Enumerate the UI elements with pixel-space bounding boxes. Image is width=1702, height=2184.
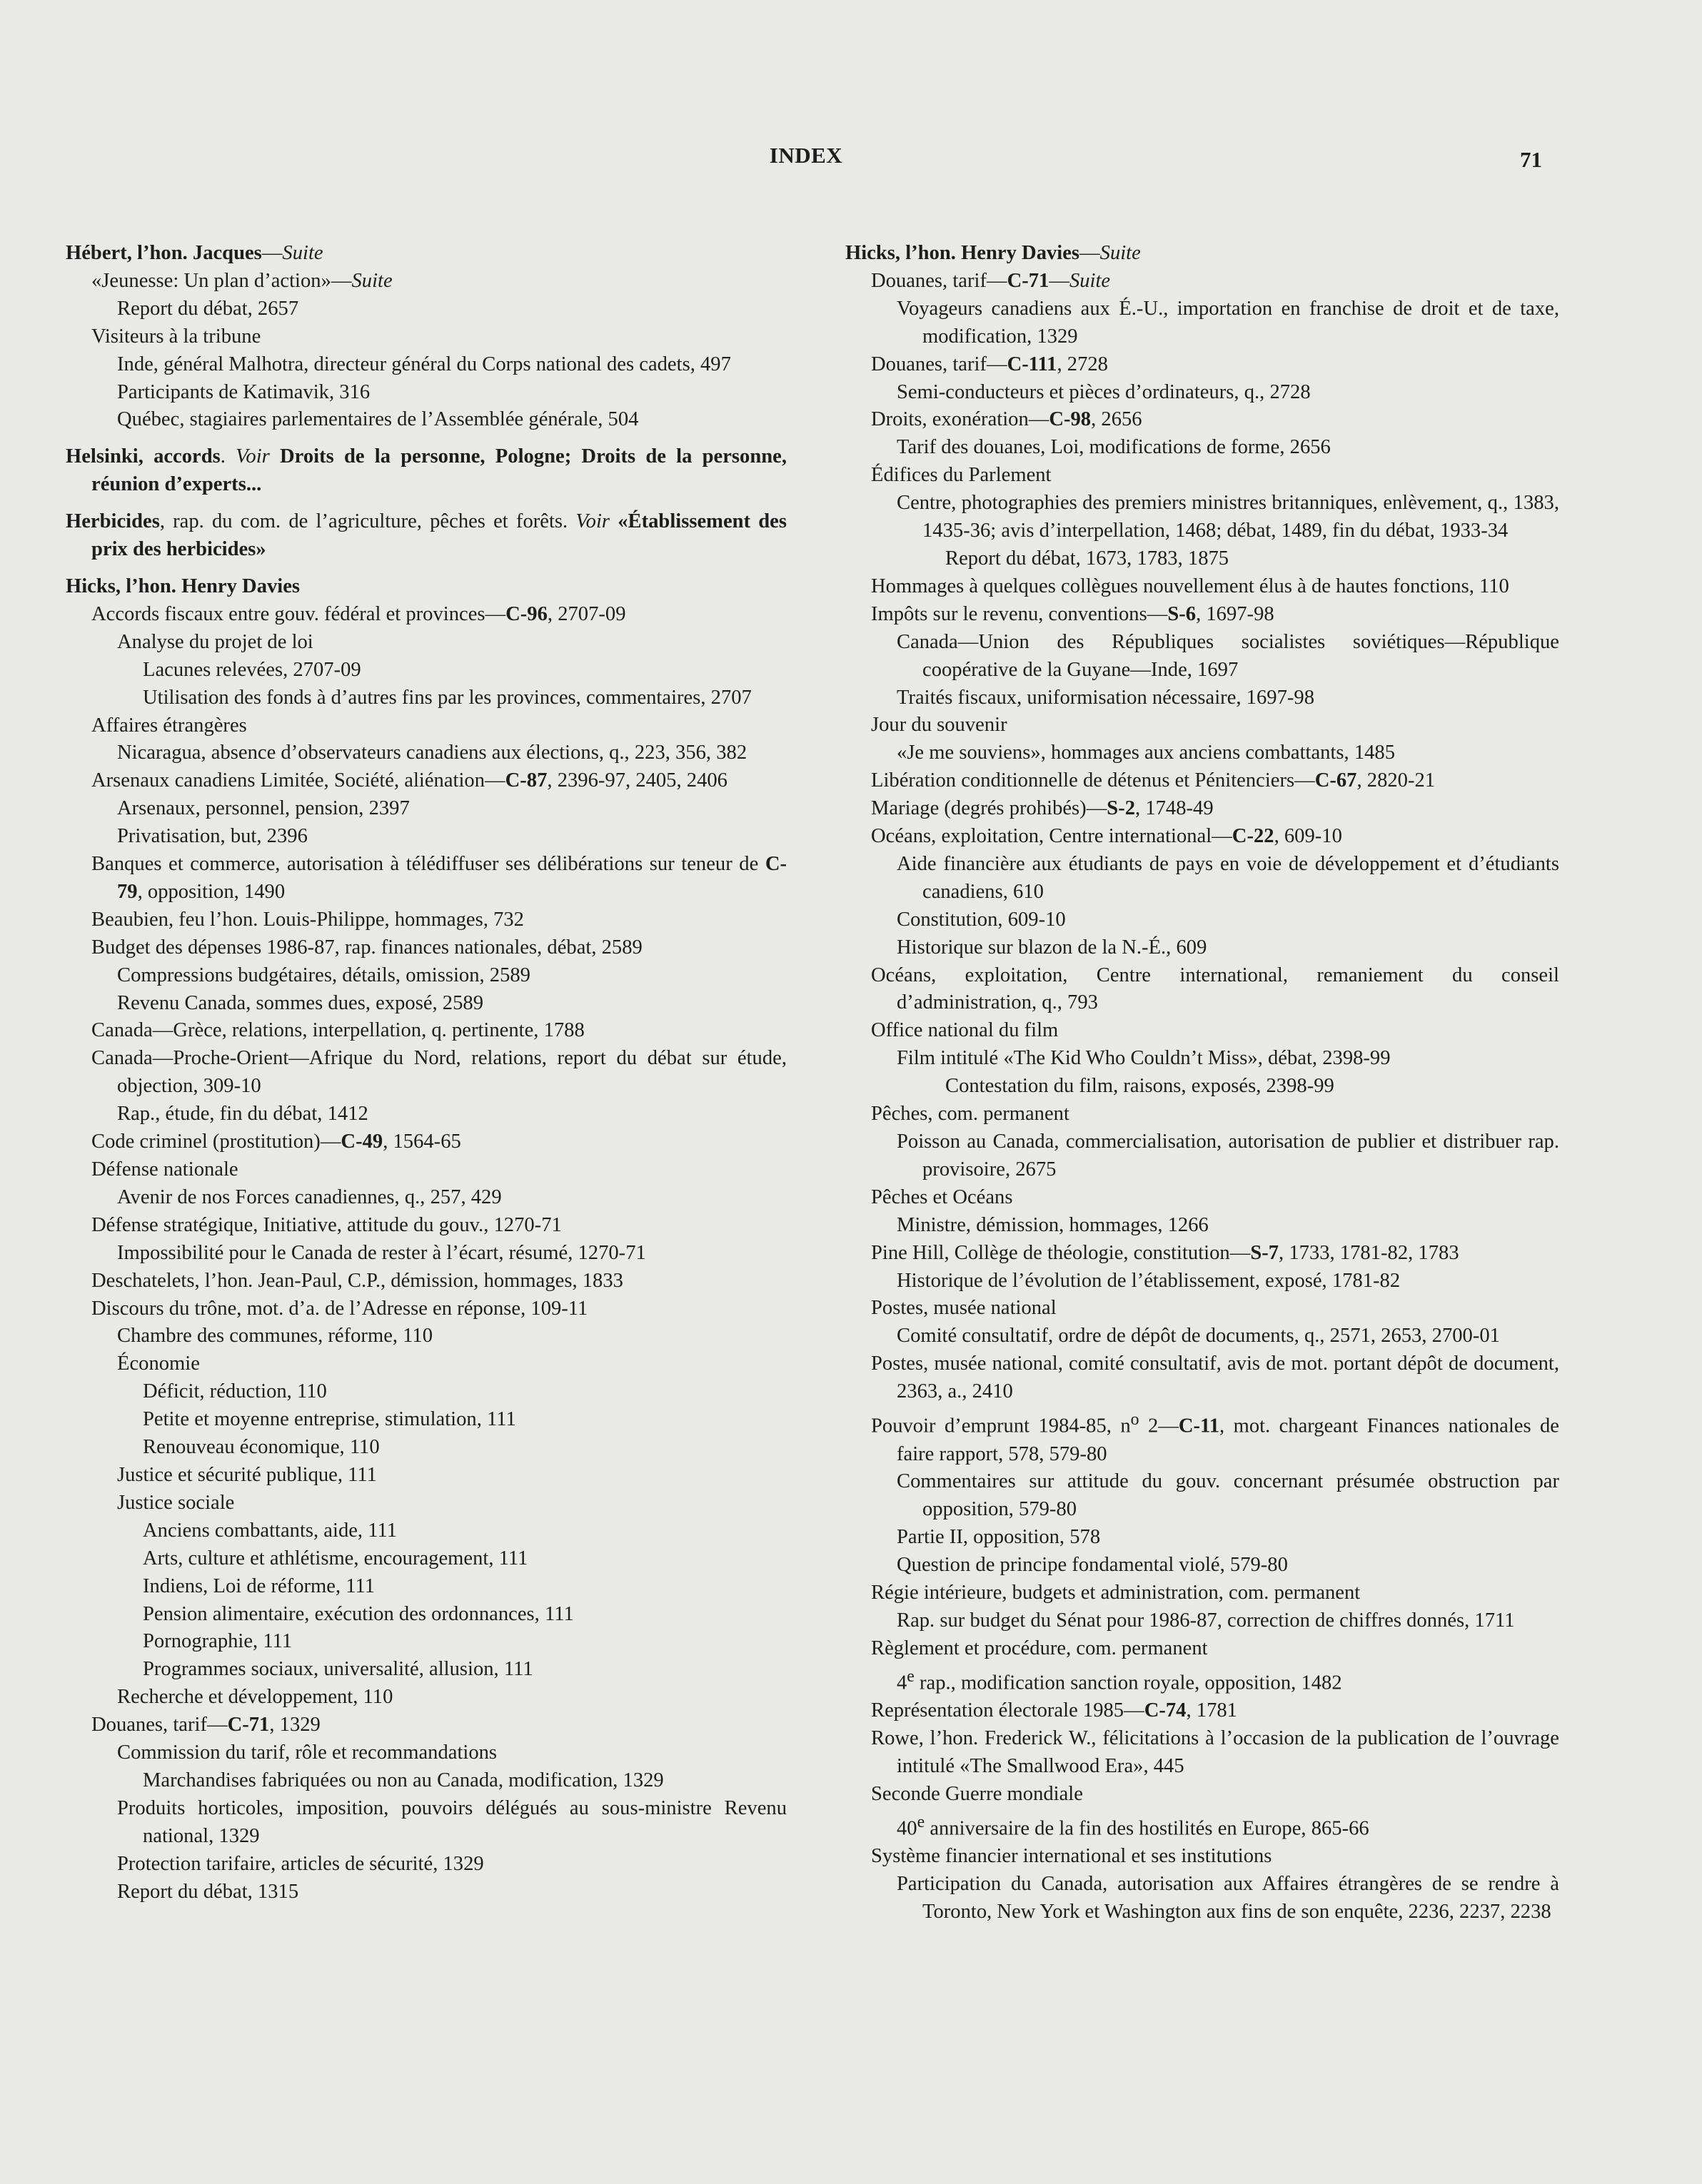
index-entry: Petite et moyenne entreprise, stimulation, 111: [143, 1408, 516, 1431]
index-entry: Pornographie, 111: [143, 1630, 293, 1653]
index-entry: Historique sur blazon de la N.-É., 609: [897, 936, 1207, 959]
index-entry: Ministre, démission, hommages, 1266: [897, 1213, 1209, 1236]
index-entry: Privatisation, but, 2396: [117, 825, 308, 848]
index-entry: Recherche et développement, 110: [117, 1686, 393, 1709]
index-entry: Postes, musée national: [871, 1297, 1057, 1320]
index-entry: Nicaragua, absence d’observateurs canadiens aux élections, q., 223, 356, 382: [117, 742, 747, 764]
index-column-left: [66, 240, 787, 1906]
index-entry: Affaires étrangères: [91, 714, 247, 737]
index-entry: Impôts sur le revenu, conventions—S-6, 1697-98: [871, 602, 1274, 625]
index-entry: Douanes, tarif—C-71—Suite: [871, 269, 1111, 292]
index-heading: Herbicides, rap. du com. de l’agriculture, pêches et forêts. Voir «Établissement des prix des herbicides»: [66, 510, 787, 561]
index-entry: Constitution, 609-10: [897, 908, 1066, 931]
index-entry: Rap. sur budget du Sénat pour 1986-87, correction de chiffres donnés, 1711: [897, 1609, 1515, 1632]
index-entry: Banques et commerce, autorisation à télédiffuser ses délibérations sur teneur de C-79, opposition, 1490: [91, 853, 787, 903]
index-entry: Centre, photographies des premiers ministres britanniques, enlèvement, q., 1383, 1435-36; avis d’interpellation, 1468; débat, 1489, fin du débat, 1933-34: [897, 492, 1559, 542]
index-entry: Pension alimentaire, exécution des ordonnances, 111: [143, 1602, 574, 1625]
index-entry: Règlement et procédure, com. permanent: [871, 1637, 1208, 1659]
index-entry: Pine Hill, Collège de théologie, constitution—S-7, 1733, 1781-82, 1783: [871, 1241, 1459, 1264]
index-entry: 4e rap., modification sanction royale, opposition, 1482: [897, 1667, 1342, 1694]
index-entry: Seconde Guerre mondiale: [871, 1782, 1083, 1805]
index-entry: Arsenaux canadiens Limitée, Société, aliénation—C-87, 2396-97, 2405, 2406: [91, 769, 727, 792]
index-entry: Canada—Proche-Orient—Afrique du Nord, relations, report du débat sur étude, objection, 309-10: [91, 1047, 787, 1098]
index-entry: Visiteurs à la tribune: [91, 325, 261, 348]
index-entry: Deschatelets, l’hon. Jean-Paul, C.P., démission, hommages, 1833: [91, 1269, 623, 1292]
index-entry: Pêches, com. permanent: [871, 1103, 1069, 1126]
index-entry: Semi-conducteurs et pièces d’ordinateurs, q., 2728: [897, 380, 1311, 403]
index-entry: Marchandises fabriquées ou non au Canada, modification, 1329: [143, 1769, 664, 1791]
index-entry: Contestation du film, raisons, exposés, 2398-99: [945, 1075, 1334, 1098]
index-entry: Justice et sécurité publique, 111: [117, 1463, 377, 1486]
index-entry: Discours du trône, mot. d’a. de l’Adresse en réponse, 109-11: [91, 1297, 588, 1320]
index-entry: Beaubien, feu l’hon. Louis-Philippe, hommages, 732: [91, 908, 524, 931]
index-entry: Report du débat, 1673, 1783, 1875: [945, 547, 1229, 570]
index-entry: Rowe, l’hon. Frederick W., félicitations à l’occasion de la publication de l’ouvrage intitulé «The Smallwood Era», 445: [871, 1727, 1559, 1777]
index-entry: «Jeunesse: Un plan d’action»—Suite: [91, 269, 393, 292]
index-heading: Hicks, l’hon. Henry Davies—Suite: [845, 242, 1141, 264]
index-entry: Économie: [117, 1353, 200, 1375]
index-entry: Douanes, tarif—C-71, 1329: [91, 1714, 321, 1736]
index-entry: Voyageurs canadiens aux É.-U., importation en franchise de droit et de taxe, modification, 1329: [897, 297, 1559, 348]
index-entry: Avenir de nos Forces canadiennes, q., 257, 429: [117, 1185, 502, 1208]
index-entry: Arts, culture et athlétisme, encouragement, 111: [143, 1547, 528, 1569]
index-entry: Rap., étude, fin du débat, 1412: [117, 1103, 368, 1126]
index-entry: Pouvoir d’emprunt 1984-85, $n^o$ 2—C-11, mot. chargeant Finances nationales de faire rapport, 578, 579-80: [871, 1410, 1559, 1465]
index-column-right: [845, 240, 1559, 1926]
index-entry: Défense stratégique, Initiative, attitude du gouv., 1270-71: [91, 1213, 562, 1236]
index-entry: Douanes, tarif—C-111, 2728: [871, 353, 1108, 375]
index-heading: Hébert, l’hon. Jacques—Suite: [66, 242, 323, 264]
index-entry: Question de principe fondamental violé, 579-80: [897, 1554, 1288, 1577]
index-entry: Code criminel (prostitution)—C-49, 1564-65: [91, 1131, 461, 1153]
index-entry: Anciens combattants, aide, 111: [143, 1519, 397, 1542]
index-entry: Représentation électorale 1985—C-74, 1781: [871, 1699, 1237, 1722]
index-entry: Canada—Union des Républiques socialistes soviétiques—République coopérative de la Guyane—Inde, 1697: [897, 630, 1559, 681]
index-entry: Report du débat, 2657: [117, 297, 299, 320]
index-entry: Comité consultatif, ordre de dépôt de documents, q., 2571, 2653, 2700-01: [897, 1325, 1500, 1348]
index-entry: Impossibilité pour le Canada de rester à l’écart, résumé, 1270-71: [117, 1241, 646, 1264]
index-entry: Justice sociale: [117, 1491, 235, 1514]
index-entry: 40e anniversaire de la fin des hostilités en Europe, 865-66: [897, 1812, 1369, 1840]
index-entry: Produits horticoles, imposition, pouvoirs délégués au sous-ministre Revenu national, 1329: [117, 1796, 787, 1847]
index-entry: Commentaires sur attitude du gouv. concernant présumée obstruction par opposition, 579-80: [897, 1470, 1559, 1521]
index-entry: Analyse du projet de loi: [117, 630, 313, 653]
index-entry: Participation du Canada, autorisation aux Affaires étrangères de se rendre à Toronto, New York et Washington aux fins de son enquête, 2236, 2237, 2238: [897, 1873, 1559, 1923]
page-header-title: INDEX: [769, 143, 843, 168]
index-entry: Postes, musée national, comité consultatif, avis de mot. portant dépôt de document, 2363, a., 2410: [871, 1353, 1559, 1403]
index-entry: Accords fiscaux entre gouv. fédéral et provinces—C-96, 2707-09: [91, 602, 626, 625]
index-entry: Commission du tarif, rôle et recommandations: [117, 1741, 498, 1764]
index-entry: Traités fiscaux, uniformisation nécessaire, 1697-98: [897, 686, 1314, 709]
index-entry: Protection tarifaire, articles de sécurité, 1329: [117, 1852, 484, 1875]
index-entry: Film intitulé «The Kid Who Couldn’t Miss», débat, 2398-99: [897, 1047, 1391, 1070]
index-heading: Helsinki, accords. Voir Droits de la personne, Pologne; Droits de la personne, réunion d’experts...: [66, 445, 787, 496]
index-entry: Tarif des douanes, Loi, modifications de forme, 2656: [897, 436, 1331, 459]
index-entry: Poisson au Canada, commercialisation, autorisation de publier et distribuer rap. provisoire, 2675: [897, 1131, 1559, 1181]
index-entry: Compressions budgétaires, détails, omission, 2589: [117, 964, 530, 986]
page-number: 71: [1520, 147, 1542, 172]
index-entry: Mariage (degrés prohibés)—S-2, 1748-49: [871, 797, 1214, 820]
index-entry: Édifices du Parlement: [871, 464, 1052, 487]
index-entry: Océans, exploitation, Centre international—C-22, 609-10: [871, 825, 1342, 848]
index-entry: Jour du souvenir: [871, 714, 1007, 737]
index-entry: Lacunes relevées, 2707-09: [143, 658, 361, 681]
index-entry: Pêches et Océans: [871, 1185, 1013, 1208]
index-entry: Arsenaux, personnel, pension, 2397: [117, 797, 410, 820]
index-entry: «Je me souviens», hommages aux anciens combattants, 1485: [897, 742, 1396, 764]
index-entry: Indiens, Loi de réforme, 111: [143, 1574, 376, 1597]
index-entry: Utilisation des fonds à d’autres fins par les provinces, commentaires, 2707: [143, 686, 752, 709]
index-entry: Participants de Katimavik, 316: [117, 380, 371, 403]
index-entry: Océans, exploitation, Centre international, remaniement du conseil d’administration, q., 793: [871, 964, 1559, 1014]
index-entry: Office national du film: [871, 1019, 1059, 1042]
index-entry: Défense nationale: [91, 1158, 238, 1181]
index-entry: Québec, stagiaires parlementaires de l’Assemblée générale, 504: [117, 408, 639, 431]
index-entry: Système financier international et ses institutions: [871, 1845, 1272, 1868]
index-entry: Chambre des communes, réforme, 110: [117, 1325, 433, 1348]
index-entry: Hommages à quelques collègues nouvellement élus à de hautes fonctions, 110: [871, 575, 1509, 597]
index-entry: Revenu Canada, sommes dues, exposé, 2589: [117, 991, 483, 1014]
index-entry: Historique de l’évolution de l’établissement, exposé, 1781-82: [897, 1269, 1401, 1292]
index-entry: Report du débat, 1315: [117, 1880, 299, 1903]
index-entry: Partie II, opposition, 578: [897, 1526, 1101, 1549]
index-entry: Budget des dépenses 1986-87, rap. finances nationales, débat, 2589: [91, 936, 643, 959]
index-entry: Canada—Grèce, relations, interpellation, q. pertinente, 1788: [91, 1019, 585, 1042]
index-heading: Hicks, l’hon. Henry Davies: [66, 575, 301, 597]
index-entry: Déficit, réduction, 110: [143, 1380, 327, 1403]
index-entry: Régie intérieure, budgets et administration, com. permanent: [871, 1582, 1361, 1604]
index-entry: Renouveau économique, 110: [143, 1436, 380, 1459]
index-entry: Libération conditionnelle de détenus et Pénitenciers—C-67, 2820-21: [871, 769, 1436, 792]
index-entry: Droits, exonération—C-98, 2656: [871, 408, 1142, 431]
index-entry: Programmes sociaux, universalité, allusion, 111: [143, 1658, 533, 1681]
index-entry: Inde, général Malhotra, directeur général du Corps national des cadets, 497: [117, 353, 731, 375]
index-entry: Aide financière aux étudiants de pays en voie de développement et d’étudiants canadiens, 610: [897, 852, 1559, 903]
